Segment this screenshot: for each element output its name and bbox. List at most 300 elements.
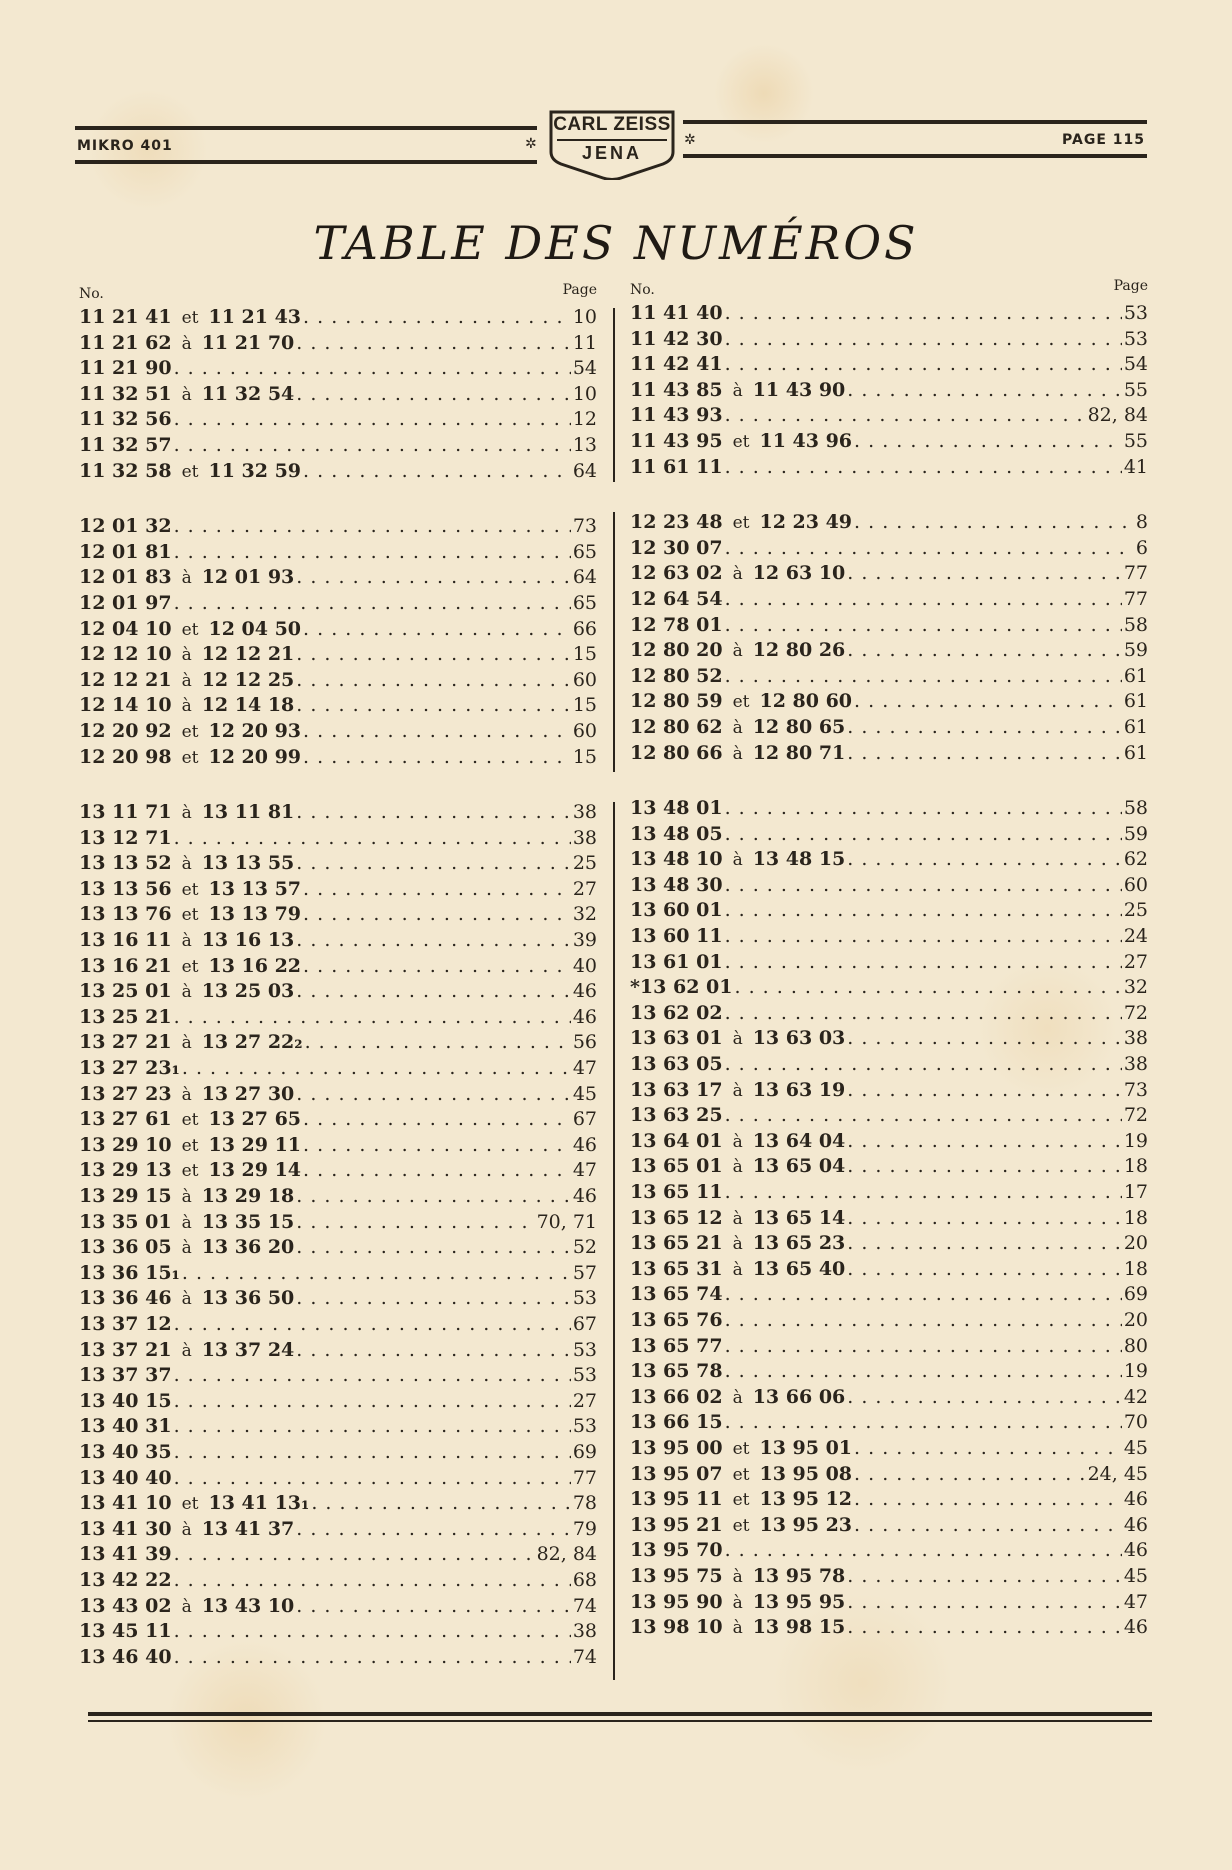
dot-leader (303, 903, 571, 925)
catalogue-number-end: 13 29 14 (208, 1159, 302, 1182)
range-connector: et (181, 1161, 199, 1182)
catalogue-number-end: 13 48 15 (752, 848, 846, 871)
catalogue-number: 13 40 31 (79, 1415, 172, 1438)
dot-leader (735, 976, 1122, 998)
left-column-body (79, 306, 597, 1671)
index-entry (79, 618, 597, 644)
page-reference: 18 (1123, 1155, 1148, 1178)
catalogue-number-end: 13 41 13₁ (208, 1492, 310, 1515)
dot-leader (725, 1309, 1122, 1331)
page-reference: 20 (1123, 1232, 1148, 1255)
dot-leader (296, 383, 571, 405)
index-entry (630, 302, 1148, 328)
page-reference: 60 (572, 719, 597, 742)
dot-leader (847, 1591, 1122, 1613)
range-connector: à (732, 1592, 743, 1613)
dot-leader (303, 1159, 571, 1181)
dot-leader (296, 669, 571, 691)
catalogue-number-end: 13 27 30 (201, 1082, 295, 1105)
dot-leader (174, 1006, 571, 1028)
catalogue-number-end: 13 16 22 (208, 954, 302, 977)
index-entry (630, 639, 1148, 665)
catalogue-number: 13 61 01 (630, 950, 723, 973)
index-entry (79, 515, 597, 541)
catalogue-number-end: 11 43 90 (752, 378, 846, 401)
dot-leader (847, 1232, 1122, 1254)
index-entry (79, 1339, 597, 1365)
catalogue-number: 13 36 15₁ (79, 1261, 180, 1284)
column-separator (613, 512, 615, 772)
catalogue-number: 13 16 11 (79, 929, 172, 952)
page-reference: 27 (572, 877, 597, 900)
range-connector: à (181, 670, 192, 691)
index-entry (630, 1386, 1148, 1412)
dot-leader (725, 1283, 1122, 1305)
dot-leader (296, 566, 571, 588)
header-rule-top-right (683, 120, 1147, 124)
index-entry (630, 1283, 1148, 1309)
dot-leader (847, 1207, 1122, 1229)
index-entry (630, 1616, 1148, 1642)
range-connector: à (181, 1187, 192, 1207)
page-reference: 70 (1123, 1411, 1148, 1434)
dot-leader (725, 537, 1134, 559)
page-reference: 38 (572, 1620, 597, 1643)
dot-leader (725, 1002, 1122, 1024)
dot-leader (296, 929, 571, 951)
zeiss-logo (545, 108, 679, 180)
page-reference: 68 (572, 1568, 597, 1591)
catalogue-number-end: 13 29 11 (208, 1133, 302, 1156)
range-connector: à (181, 1238, 192, 1259)
index-entry (630, 1591, 1148, 1617)
header-rule-bottom-right (683, 154, 1147, 158)
catalogue-number: 13 48 01 (630, 797, 723, 820)
catalogue-number-end: 13 16 13 (201, 929, 295, 952)
range-connector: à (181, 384, 192, 405)
catalogue-number: 13 46 40 (79, 1645, 172, 1668)
page-reference: 24, 45 (1087, 1462, 1148, 1485)
catalogue-number: 13 48 10 (630, 848, 723, 871)
dot-leader (725, 899, 1122, 921)
dot-leader (182, 1262, 571, 1284)
index-entry (79, 1236, 597, 1262)
dot-leader (854, 1437, 1122, 1459)
index-entry (630, 1437, 1148, 1463)
dot-leader (296, 1236, 571, 1258)
dot-leader (725, 456, 1122, 478)
page-reference: 61 (1123, 690, 1148, 713)
page-reference: 41 (1123, 455, 1148, 478)
catalogue-number-end: 12 80 26 (752, 639, 846, 662)
range-connector: et (181, 1110, 199, 1131)
range-connector: à (181, 696, 192, 717)
catalogue-number-end: 12 14 18 (201, 694, 295, 717)
catalogue-number: 12 01 97 (79, 591, 172, 614)
catalogue-number: 13 36 46 (79, 1287, 172, 1310)
number-head: No. (79, 286, 104, 302)
range-connector: à (732, 717, 743, 738)
page-reference: 46 (1123, 1488, 1148, 1511)
catalogue-number: 12 14 10 (79, 694, 172, 717)
catalogue-number-end: 12 04 50 (208, 617, 302, 640)
catalogue-number: 13 66 15 (630, 1411, 723, 1434)
index-entry (79, 878, 597, 904)
index-entry (630, 1207, 1148, 1233)
catalogue-number-end: 12 12 25 (201, 668, 295, 691)
catalogue-number-end: 13 65 23 (752, 1232, 846, 1255)
dot-leader (303, 306, 571, 328)
catalogue-number: 11 32 51 (79, 382, 172, 405)
catalogue-number: 11 42 41 (630, 353, 723, 376)
dot-leader (847, 639, 1122, 661)
dot-leader (847, 742, 1122, 764)
dot-leader (174, 1313, 571, 1335)
catalogue-number-end: 12 01 93 (201, 566, 295, 589)
page-reference: 67 (572, 1312, 597, 1335)
page-reference: 60 (572, 668, 597, 691)
index-entry (79, 1492, 597, 1518)
dot-leader (296, 1083, 571, 1105)
dot-leader (847, 1565, 1122, 1587)
dot-leader (296, 694, 571, 716)
range-connector: à (732, 380, 743, 401)
dot-leader (174, 1467, 571, 1489)
dot-leader (847, 1155, 1122, 1177)
star-icon: ✲ (525, 136, 537, 152)
page-reference: 54 (1123, 353, 1148, 376)
range-connector: à (732, 1618, 743, 1639)
page-reference: 53 (572, 1287, 597, 1310)
page-reference: 62 (1123, 848, 1148, 871)
dot-leader (847, 848, 1122, 870)
catalogue-number-end: 13 63 19 (752, 1078, 846, 1101)
catalogue-number: 13 40 35 (79, 1440, 172, 1463)
page-reference: 45 (1123, 1564, 1148, 1587)
page-reference: 74 (572, 1645, 597, 1668)
index-entry (630, 899, 1148, 925)
catalogue-number: 13 43 02 (79, 1594, 172, 1617)
dot-leader (725, 665, 1122, 687)
page-reference: 59 (1123, 822, 1148, 845)
catalogue-number: 13 95 75 (630, 1564, 723, 1587)
page-reference: 72 (1123, 1001, 1148, 1024)
dot-leader (303, 1108, 571, 1130)
page-reference: 11 (572, 331, 597, 354)
range-connector: à (732, 743, 743, 764)
right-column (630, 276, 1148, 1672)
dot-leader (847, 1130, 1122, 1152)
dot-leader (174, 1543, 535, 1565)
dot-leader (725, 302, 1122, 324)
index-entry (79, 1134, 597, 1160)
dot-leader (174, 827, 571, 849)
catalogue-number-end: 12 23 49 (759, 511, 853, 534)
index-entry (79, 1595, 597, 1621)
index-entry (79, 852, 597, 878)
page-reference: 73 (1123, 1078, 1148, 1101)
number-head: No. (630, 282, 655, 298)
catalogue-number: 12 64 54 (630, 587, 723, 610)
catalogue-number: 11 61 11 (630, 455, 723, 478)
catalogue-number: 11 42 30 (630, 327, 723, 350)
catalogue-number-end: 13 65 04 (752, 1155, 846, 1178)
index-entry (79, 1569, 597, 1595)
catalogue-number-end: 13 95 12 (759, 1488, 853, 1511)
index-entry (630, 823, 1148, 849)
index-entry (79, 1006, 597, 1032)
catalogue-number: 13 65 21 (630, 1232, 723, 1255)
catalogue-number-end: 13 27 65 (208, 1108, 302, 1131)
catalogue-number-end: 13 65 14 (752, 1206, 846, 1229)
page-reference: 39 (572, 929, 597, 952)
range-connector: et (732, 1515, 750, 1536)
star-icon: ✲ (684, 132, 696, 148)
catalogue-number: 11 43 95 (630, 429, 723, 452)
dot-leader (725, 925, 1122, 947)
catalogue-number: 11 43 85 (630, 378, 723, 401)
catalogue-number: 13 41 30 (79, 1517, 172, 1540)
index-entry (630, 1565, 1148, 1591)
page-reference: 38 (572, 826, 597, 849)
catalogue-number: 13 25 01 (79, 980, 172, 1003)
catalogue-number: 13 29 10 (79, 1133, 172, 1156)
index-entry (79, 955, 597, 981)
index-entry (630, 537, 1148, 563)
index-entry (79, 1287, 597, 1313)
index-entry (79, 541, 597, 567)
dot-leader (725, 874, 1122, 896)
page-header (75, 108, 1147, 178)
index-entry (630, 1155, 1148, 1181)
page-reference: 58 (1123, 797, 1148, 820)
page-reference: 53 (572, 1338, 597, 1361)
range-connector: à (181, 931, 192, 952)
index-entry (630, 1360, 1148, 1386)
dot-leader (847, 1258, 1122, 1280)
page-reference: 47 (572, 1159, 597, 1182)
index-entry (630, 1027, 1148, 1053)
dot-leader (303, 955, 571, 977)
range-connector: à (732, 1131, 743, 1152)
index-entry (630, 562, 1148, 588)
dot-leader (296, 1287, 571, 1309)
entry-group (79, 306, 597, 485)
dot-leader (847, 1079, 1122, 1101)
catalogue-number-end: 13 95 01 (759, 1436, 853, 1459)
range-connector: et (181, 461, 199, 482)
dot-leader (725, 1360, 1122, 1382)
dot-leader (296, 852, 571, 874)
range-connector: à (181, 1596, 192, 1617)
dot-leader (303, 746, 571, 768)
dot-leader (854, 1514, 1122, 1536)
catalogue-number-end: 13 95 95 (752, 1590, 846, 1613)
catalogue-number: 12 80 20 (630, 639, 723, 662)
index-entry (630, 1309, 1148, 1335)
range-connector: à (732, 850, 743, 871)
catalogue-number: 13 63 17 (630, 1078, 723, 1101)
page-reference: 55 (1123, 378, 1148, 401)
page-reference: 46 (1123, 1513, 1148, 1536)
dot-leader (854, 430, 1122, 452)
catalogue-number: 12 20 92 (79, 719, 172, 742)
dot-leader (725, 1539, 1122, 1561)
range-connector: à (732, 1566, 743, 1587)
index-entry (79, 566, 597, 592)
index-entry (630, 328, 1148, 354)
catalogue-number-end: 13 95 23 (759, 1513, 853, 1536)
range-connector: à (181, 854, 192, 875)
range-connector: à (181, 1212, 192, 1233)
dot-leader (174, 1620, 571, 1642)
page-reference: 53 (572, 1364, 597, 1387)
catalogue-number: 12 01 32 (79, 515, 172, 538)
catalogue-number: 13 65 77 (630, 1334, 723, 1357)
catalogue-number: 13 95 90 (630, 1590, 723, 1613)
catalogue-number-end: 13 63 03 (752, 1027, 846, 1050)
index-entry (630, 614, 1148, 640)
catalogue-number: 12 01 81 (79, 540, 172, 563)
index-entry (630, 1079, 1148, 1105)
range-connector: et (732, 1464, 750, 1485)
catalogue-number: 13 27 23₁ (79, 1057, 180, 1080)
page-reference: 46 (1123, 1616, 1148, 1639)
catalogue-number: 13 35 01 (79, 1210, 172, 1233)
page-reference: 78 (572, 1492, 597, 1515)
page-title: TABLE DES NUMÉROS (313, 216, 919, 270)
page-reference: 52 (572, 1236, 597, 1259)
index-entry (79, 903, 597, 929)
dot-leader (174, 1569, 571, 1591)
index-entry (630, 1411, 1148, 1437)
page-reference: 46 (1123, 1539, 1148, 1562)
catalogue-number-end: 13 11 81 (201, 801, 295, 824)
range-connector: à (181, 1519, 192, 1540)
catalogue-number-end: 13 29 18 (201, 1185, 295, 1207)
page-reference: 40 (572, 954, 597, 977)
index-entry (79, 720, 597, 746)
dot-leader (305, 1031, 571, 1053)
catalogue-number-end: 13 36 50 (201, 1287, 295, 1310)
catalogue-number-end: 12 63 10 (752, 562, 846, 585)
dot-leader (847, 716, 1122, 738)
dot-leader (174, 1415, 571, 1437)
page-reference: 38 (572, 801, 597, 824)
range-connector: à (181, 982, 192, 1003)
catalogue-number: 13 62 02 (630, 1001, 723, 1024)
index-entry (79, 1108, 597, 1134)
index-entry (79, 1262, 597, 1288)
catalogue-number-end: 11 32 59 (208, 459, 302, 482)
catalogue-number: 13 27 21 (79, 1031, 172, 1054)
range-connector: et (732, 431, 750, 452)
page-reference: 66 (572, 617, 597, 640)
entry-group (79, 515, 597, 771)
dot-leader (725, 823, 1122, 845)
catalogue-number: 11 21 90 (79, 357, 172, 380)
page-head: Page (1113, 278, 1148, 294)
range-connector: à (732, 564, 743, 585)
range-connector: à (181, 645, 192, 666)
index-entry (630, 1104, 1148, 1130)
catalogue-number: 11 32 58 (79, 459, 172, 482)
index-entry (630, 716, 1148, 742)
dot-leader (174, 1390, 571, 1412)
index-entry (79, 383, 597, 409)
page-reference: 64 (572, 459, 597, 482)
catalogue-number: 12 63 02 (630, 562, 723, 585)
catalogue-number: 13 65 78 (630, 1360, 723, 1383)
catalogue-number: 13 37 37 (79, 1364, 172, 1387)
catalogue-number-end: 13 35 15 (201, 1210, 295, 1233)
page-reference: 25 (1123, 899, 1148, 922)
page-reference: 77 (1123, 562, 1148, 585)
catalogue-number: 13 40 15 (79, 1389, 172, 1412)
index-entry (630, 665, 1148, 691)
index-entry (630, 1514, 1148, 1540)
range-connector: et (181, 1135, 199, 1156)
catalogue-number: *13 62 01 (630, 976, 733, 999)
dot-leader (303, 460, 571, 482)
catalogue-number: 13 42 22 (79, 1568, 172, 1591)
catalogue-number: 11 32 57 (79, 433, 172, 456)
catalogue-number: 13 65 01 (630, 1155, 723, 1178)
catalogue-number: 12 12 21 (79, 668, 172, 691)
dot-leader (296, 1595, 571, 1617)
index-entry (79, 332, 597, 358)
catalogue-number-end: 11 32 54 (201, 382, 295, 405)
index-entry (630, 1053, 1148, 1079)
index-entry (79, 592, 597, 618)
dot-leader (725, 614, 1122, 636)
index-entry (630, 1130, 1148, 1156)
index-entry (79, 434, 597, 460)
index-entry (79, 357, 597, 383)
right-column-body (630, 302, 1148, 1642)
index-entry (630, 430, 1148, 456)
page-reference: 61 (1123, 664, 1148, 687)
catalogue-number: 13 64 01 (630, 1129, 723, 1152)
page-reference: 15 (572, 745, 597, 768)
catalogue-number: 11 41 40 (630, 302, 723, 324)
catalogue-number: 13 37 21 (79, 1338, 172, 1361)
index-entry (79, 1441, 597, 1467)
page-reference: 79 (572, 1517, 597, 1540)
dot-leader (725, 797, 1122, 819)
dot-leader (725, 1181, 1122, 1203)
header-right-label: PAGE 115 (1062, 132, 1145, 148)
catalogue-number-end: 12 20 93 (208, 719, 302, 742)
range-connector: et (732, 692, 750, 713)
index-entry (630, 1335, 1148, 1361)
page-reference: 82, 84 (1087, 404, 1148, 427)
catalogue-number: 13 95 07 (630, 1462, 723, 1485)
page-reference: 20 (1123, 1308, 1148, 1331)
page-reference: 64 (572, 566, 597, 589)
catalogue-number: 12 80 52 (630, 664, 723, 687)
catalogue-number: 12 04 10 (79, 617, 172, 640)
catalogue-number: 13 65 74 (630, 1283, 723, 1306)
range-connector: et (181, 619, 199, 640)
range-connector: à (181, 1033, 192, 1054)
catalogue-number: 13 65 31 (630, 1257, 723, 1280)
column-separator (613, 802, 615, 1680)
dot-leader (725, 328, 1122, 350)
catalogue-number-end: 13 41 37 (201, 1517, 295, 1540)
dot-leader (303, 1134, 571, 1156)
index-entry (630, 588, 1148, 614)
